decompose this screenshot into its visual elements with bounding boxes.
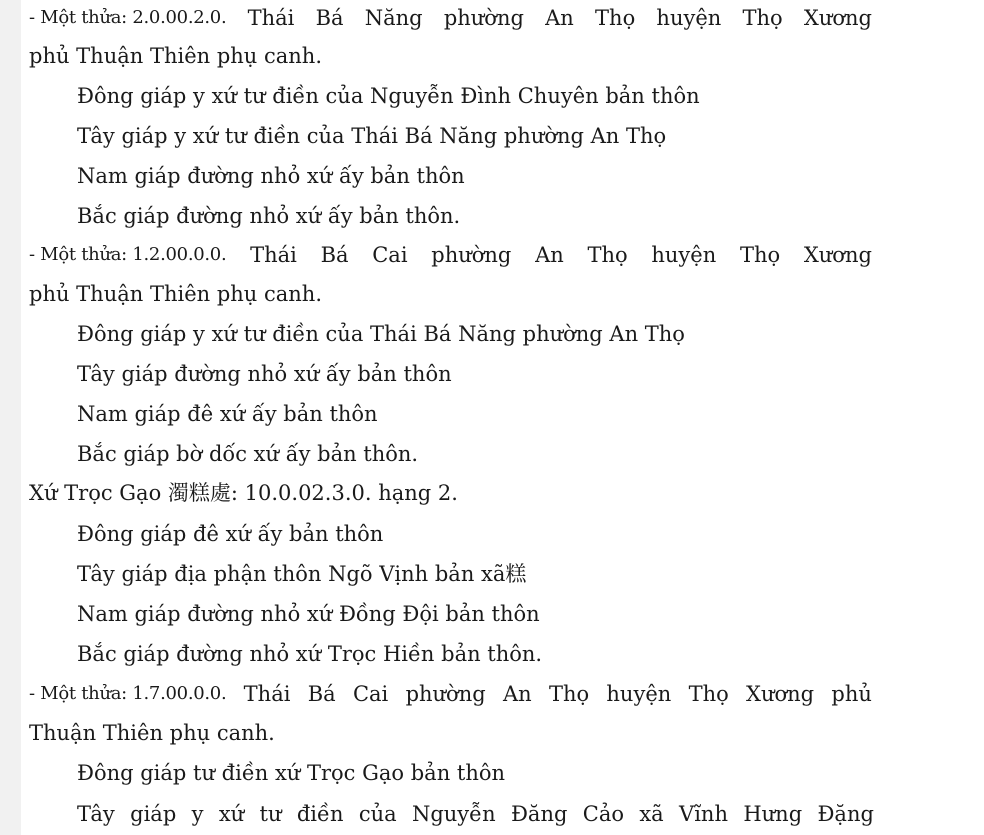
word: huyện [651, 243, 717, 267]
word: Thọ [587, 243, 628, 267]
word: Năng [364, 6, 423, 30]
word: y [191, 802, 204, 826]
document-line: Đông giáp y xứ tư điền của Thái Bá Năng phường An Thọ [77, 322, 685, 346]
document-page [29, 0, 889, 835]
word: phường [405, 682, 486, 706]
parcel-label: - Một thửa: 2.0.00.2.0. [29, 7, 227, 28]
word: xã [639, 802, 664, 826]
word: Thái [247, 6, 295, 30]
word: An [502, 682, 532, 706]
document-line [29, 237, 872, 273]
word: Thọ [548, 682, 590, 706]
word: huyện [656, 6, 722, 30]
word: phủ [831, 682, 872, 706]
word: Nguyễn [411, 802, 496, 826]
left-margin [0, 0, 21, 835]
word: Bá [320, 243, 349, 267]
document-line: Thuận Thiên phụ canh. [29, 721, 275, 745]
word: Cai [372, 243, 408, 267]
word: An [535, 243, 564, 267]
document-line: Đông giáp y xứ tư điền của Nguyễn Đình Chuyên bản thôn [77, 84, 700, 108]
word: Cảo [582, 802, 624, 826]
document-line: Bắc giáp đường nhỏ xứ ấy bản thôn. [77, 204, 461, 228]
word: Xương [803, 6, 872, 30]
word: Hưng [743, 802, 803, 826]
document-line: Tây giáp y xứ tư điền của Thái Bá Năng phường An Thọ [77, 124, 667, 148]
word: xứ [218, 802, 245, 826]
word: Bá [315, 6, 344, 30]
word: Đăng [510, 802, 568, 826]
document-line: Tây giáp địa phận thôn Ngõ Vịnh bản xã糕 [77, 562, 527, 586]
word: phường [431, 243, 512, 267]
document-line: Bắc giáp bờ dốc xứ ấy bản thôn. [77, 442, 419, 466]
document-line [29, 0, 872, 36]
word: Thái [250, 243, 297, 267]
word: Thọ [739, 243, 781, 267]
document-line: Đông giáp đê xứ ấy bản thôn [77, 522, 384, 546]
word: Vĩnh [679, 802, 728, 826]
document-line: Xứ Trọc Gạo 濁糕處: 10.0.02.3.0. hạng 2. [29, 481, 458, 505]
word: Cai [352, 682, 389, 706]
word: Thọ [688, 682, 729, 706]
word: huyện [606, 682, 672, 706]
word: Đặng [817, 802, 874, 826]
document-line: phủ Thuận Thiên phụ canh. [29, 44, 322, 68]
parcel-label: - Một thửa: 1.2.00.0.0. [29, 244, 227, 265]
document-line [29, 676, 872, 712]
word: Thọ [742, 6, 783, 30]
word: điền [296, 802, 344, 826]
word: của [358, 802, 397, 826]
document-line: Nam giáp đường nhỏ xứ Đồng Đội bản thôn [77, 602, 540, 626]
word: phường [443, 6, 524, 30]
word: Bá [307, 682, 336, 706]
document-line: Nam giáp đường nhỏ xứ ấy bản thôn [77, 164, 465, 188]
word: Xương [746, 682, 815, 706]
document-line: Nam giáp đê xứ ấy bản thôn [77, 402, 378, 426]
word: tư [259, 802, 282, 826]
word: Tây [77, 802, 115, 826]
word: Thọ [595, 6, 636, 30]
word: Thái [243, 682, 291, 706]
word: Xương [803, 243, 872, 267]
document-line: Đông giáp tư điền xứ Trọc Gạo bản thôn [77, 761, 506, 785]
word: An [545, 6, 574, 30]
document-line [77, 796, 874, 832]
parcel-label: - Một thửa: 1.7.00.0.0. [29, 683, 227, 704]
word: giáp [130, 802, 177, 826]
document-line: Bắc giáp đường nhỏ xứ Trọc Hiền bản thôn. [77, 642, 543, 666]
document-line: Tây giáp đường nhỏ xứ ấy bản thôn [77, 362, 452, 386]
document-line: phủ Thuận Thiên phụ canh. [29, 282, 322, 306]
